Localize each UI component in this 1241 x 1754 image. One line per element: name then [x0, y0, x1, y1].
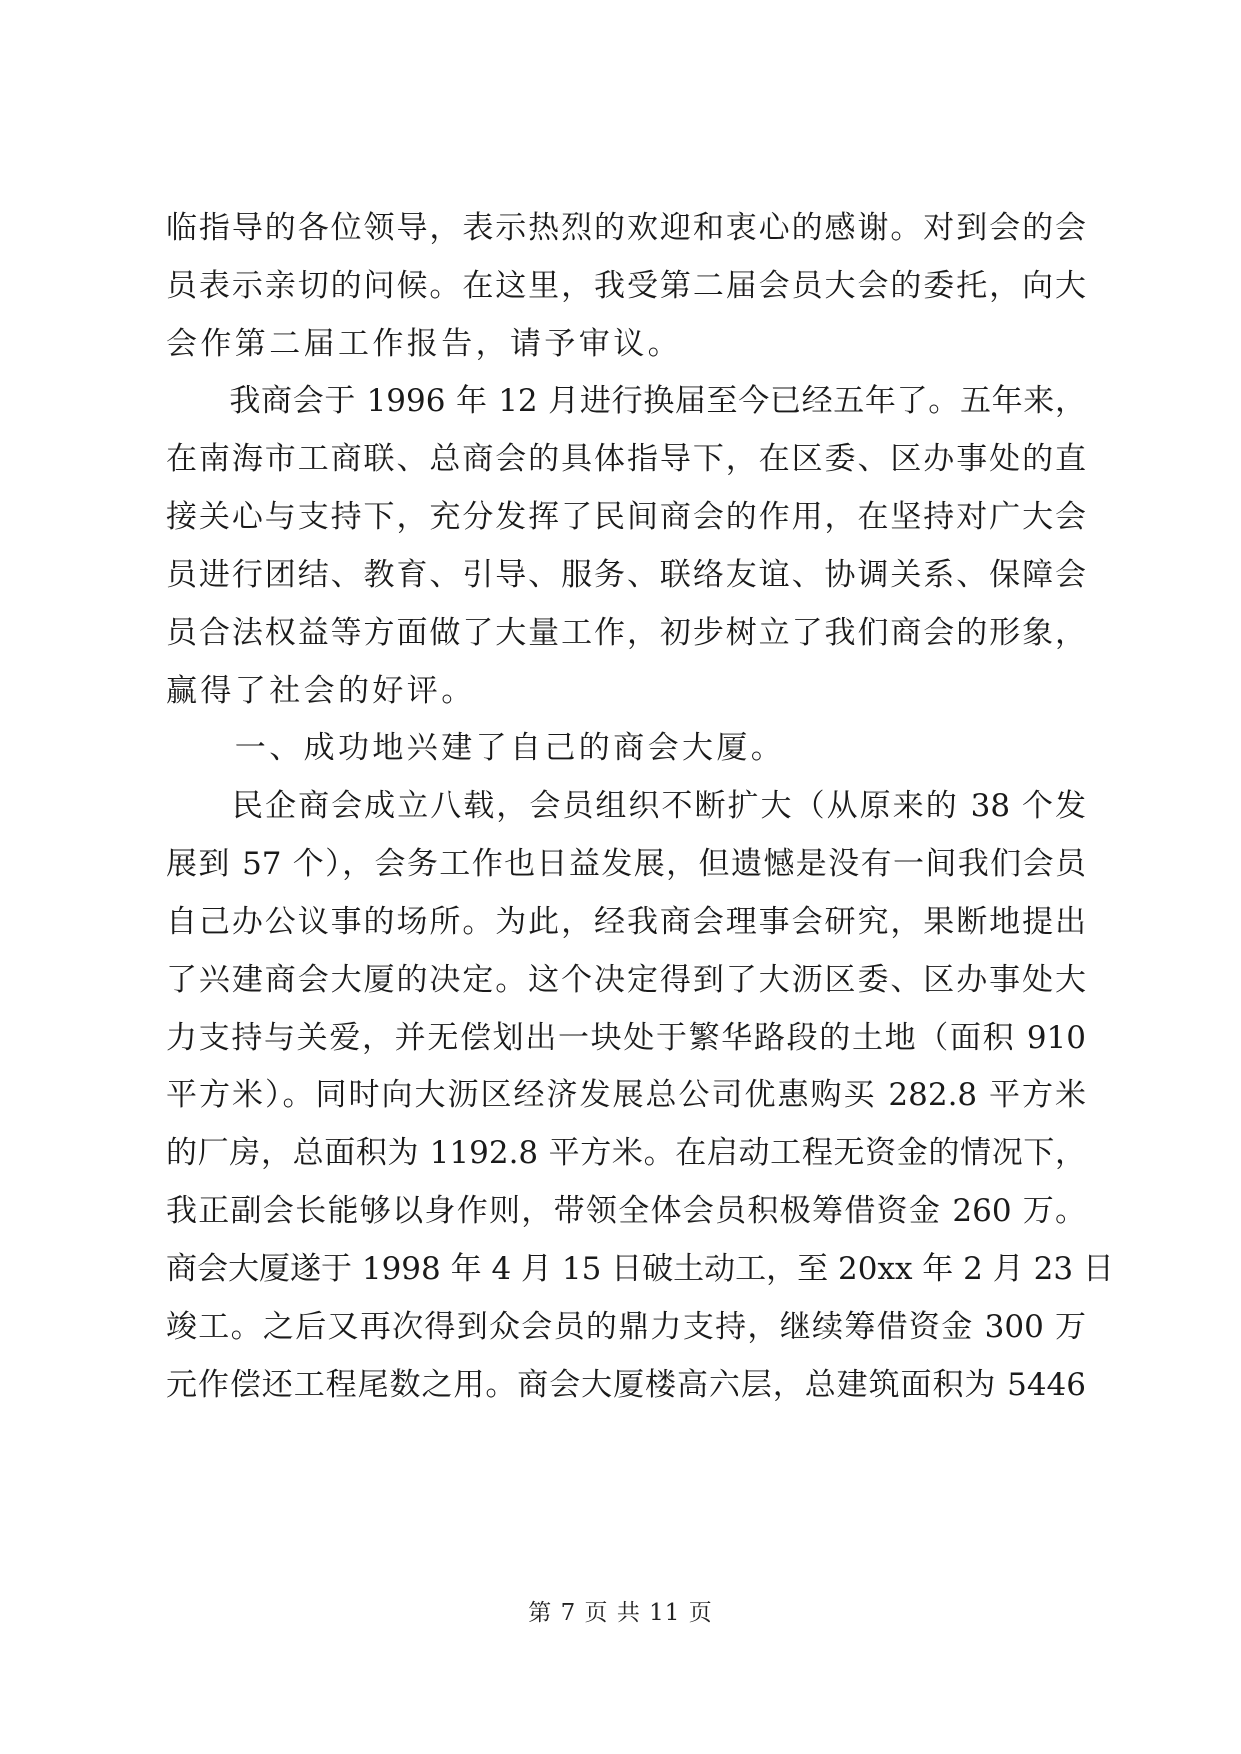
text-line: 我正副会长能够以身作则，带领全体会员积极筹借资金 260 万。: [166, 1193, 1086, 1229]
text-line: 商会大厦遂于 1998 年 4 月 15 日破土动工，至 20xx 年 2 月 23 日: [166, 1251, 1114, 1287]
text-line: 赢得了社会的好评。: [166, 673, 476, 709]
text-line: 临指导的各位领导，表示热烈的欢迎和衷心的感谢。对到会的会: [166, 210, 1086, 246]
section-heading: 一、成功地兴建了自己的商会大厦。: [166, 730, 786, 766]
text-line: 自己办公议事的场所。为此，经我商会理事会研究，果断地提出: [166, 904, 1086, 940]
text-line: 力支持与关爱，并无偿划出一块处于繁华路段的土地（面积 910: [166, 1020, 1086, 1056]
text-line: 员进行团结、教育、引导、服务、联络友谊、协调关系、保障会: [166, 557, 1086, 593]
text-line: 在南海市工商联、总商会的具体指导下，在区委、区办事处的直: [166, 441, 1086, 477]
text-line: 我商会于 1996 年 12 月进行换届至今已经五年了。五年来，: [166, 383, 1086, 419]
text-line: 员表示亲切的问候。在这里，我受第二届会员大会的委托，向大: [166, 268, 1086, 304]
text-line: 会作第二届工作报告，请予审议。: [166, 326, 682, 362]
text-line: 了兴建商会大厦的决定。这个决定得到了大沥区委、区办事处大: [166, 962, 1086, 998]
page-number-footer: 第 7 页 共 11 页: [528, 1600, 713, 1626]
text-line: 民企商会成立八载，会员组织不断扩大（从原来的 38 个发: [166, 788, 1086, 824]
text-line: 展到 57 个），会务工作也日益发展，但遗憾是没有一间我们会员: [166, 846, 1086, 882]
text-line: 的厂房，总面积为 1192.8 平方米。在启动工程无资金的情况下，: [166, 1135, 1086, 1171]
text-line: 元作偿还工程尾数之用。商会大厦楼高六层，总建筑面积为 5446: [166, 1367, 1086, 1403]
text-line: 竣工。之后又再次得到众会员的鼎力支持，继续筹借资金 300 万: [166, 1309, 1086, 1345]
text-line: 接关心与支持下，充分发挥了民间商会的作用，在坚持对广大会: [166, 499, 1086, 535]
text-line: 员合法权益等方面做了大量工作，初步树立了我们商会的形象，: [166, 615, 1086, 651]
text-line: 平方米）。同时向大沥区经济发展总公司优惠购买 282.8 平方米: [166, 1077, 1086, 1113]
